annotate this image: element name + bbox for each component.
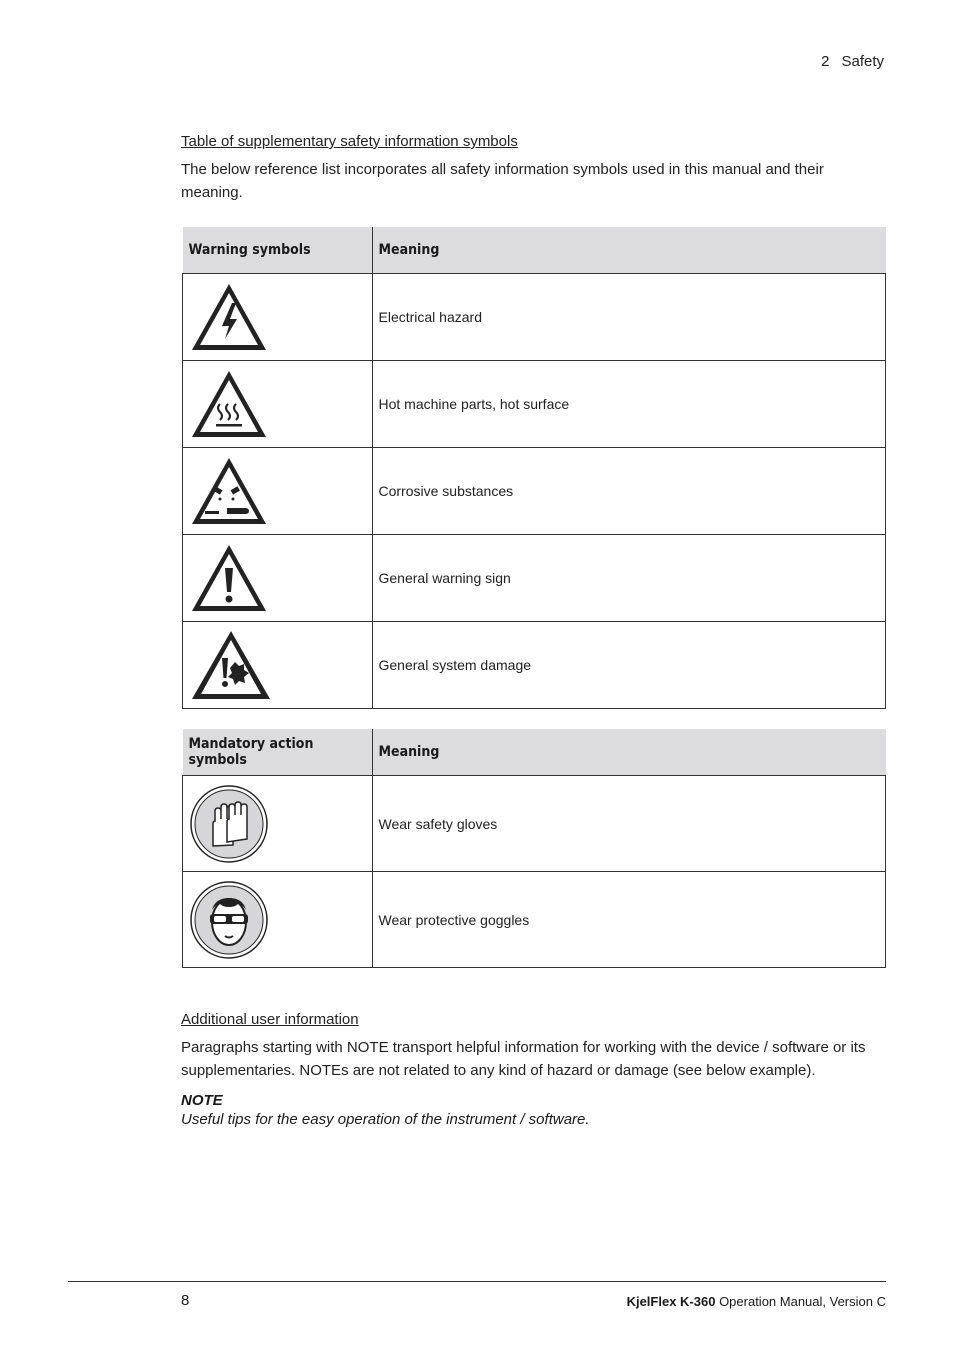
electrical-hazard-icon	[189, 281, 366, 353]
meaning-cell: General system damage	[372, 622, 886, 709]
additional-info-block	[181, 1011, 881, 1128]
meaning-cell: Electrical hazard	[372, 274, 886, 361]
gloves-icon	[189, 784, 366, 864]
table-row	[183, 622, 886, 709]
warning-symbols-table	[182, 227, 886, 709]
hot-surface-icon	[189, 368, 366, 440]
additional-text: Paragraphs starting with NOTE transport helpful information for working with the device / software or its supplementaries. NOTEs are not related to any kind of hazard or damage (see below example).	[181, 1039, 866, 1079]
running-header	[821, 53, 884, 70]
product-name: KjelFlex K-360	[626, 1294, 716, 1309]
footer-doc-info	[627, 1294, 886, 1309]
note-text: Useful tips for the easy operation of the instrument / software.	[181, 1111, 590, 1128]
intro-text: The below reference list incorporates all safety information symbols used in this manual and their meaning.	[181, 161, 824, 201]
section-title: Safety	[841, 53, 884, 70]
mandatory-col-header: Mandatory action symbols	[183, 729, 373, 776]
intro-block	[181, 133, 886, 204]
general-warning-icon	[189, 542, 366, 614]
table-row	[183, 535, 886, 622]
section-number: 2	[821, 53, 830, 70]
mandatory-symbols-table	[182, 729, 886, 968]
table-row	[183, 872, 886, 968]
meaning-cell: Corrosive substances	[372, 448, 886, 535]
table-row	[183, 361, 886, 448]
warning-symbols-table-wrap	[181, 227, 886, 709]
goggles-icon	[189, 880, 366, 960]
page-number: 8	[181, 1292, 190, 1309]
system-damage-icon	[189, 628, 366, 702]
meaning-cell: Wear protective goggles	[372, 872, 886, 968]
intro-subtitle: Table of supplementary safety information symbols	[181, 133, 518, 150]
note-title: NOTE	[181, 1092, 223, 1109]
corrosive-icon	[189, 455, 366, 527]
meaning-col-header: Meaning	[372, 729, 886, 776]
table-row	[183, 776, 886, 872]
table-row	[183, 448, 886, 535]
table-row	[183, 274, 886, 361]
additional-subtitle: Additional user information	[181, 1011, 359, 1028]
meaning-cell: Hot machine parts, hot surface	[372, 361, 886, 448]
mandatory-symbols-table-wrap	[181, 729, 886, 968]
warning-col-header: Warning symbols	[183, 227, 373, 274]
doc-version: Operation Manual, Version C	[715, 1294, 886, 1309]
footer-divider	[68, 1281, 886, 1282]
meaning-col-header: Meaning	[372, 227, 886, 274]
meaning-cell: General warning sign	[372, 535, 886, 622]
meaning-cell: Wear safety gloves	[372, 776, 886, 872]
